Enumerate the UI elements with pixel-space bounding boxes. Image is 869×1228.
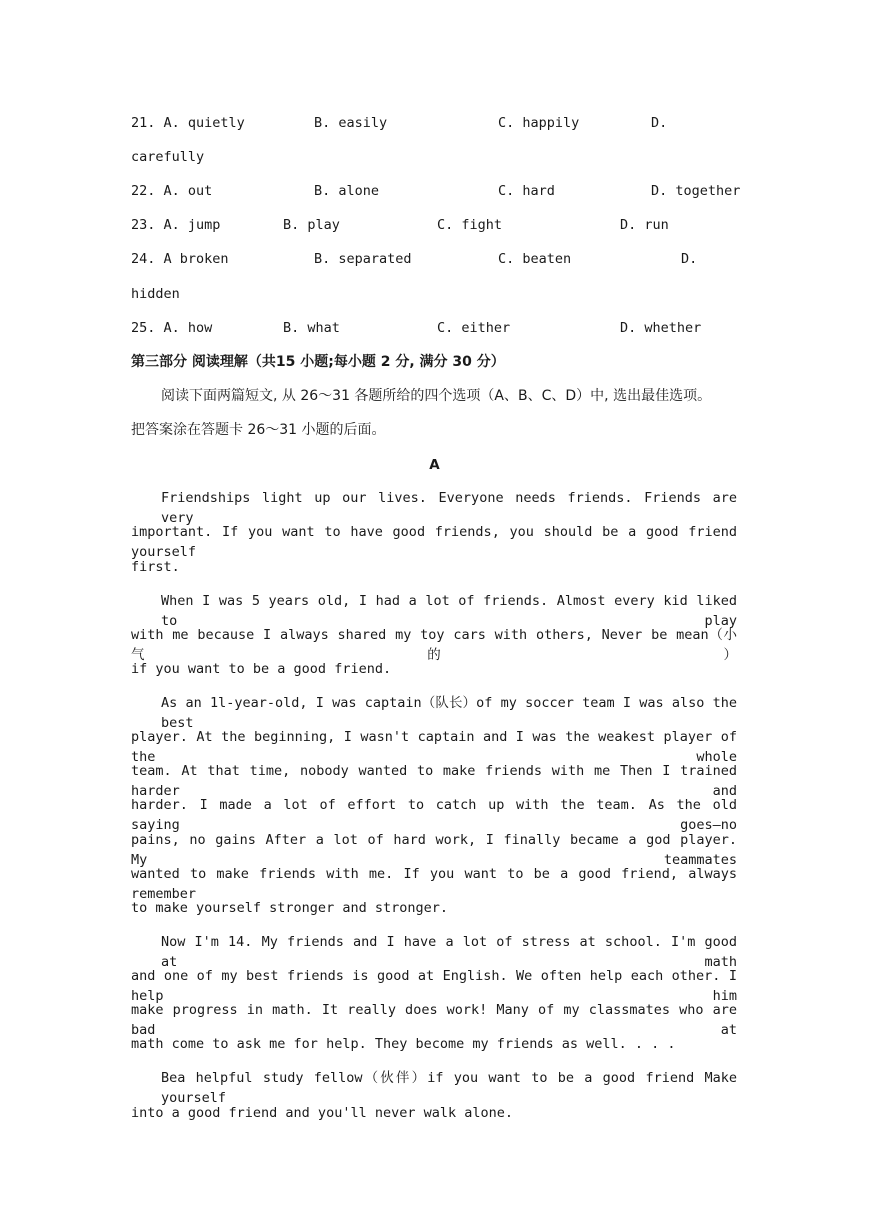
paragraph-line: When I was 5 years old, I had a lot of friends. Almost every kid liked to play bbox=[161, 593, 737, 629]
q25-option-d: D. whether bbox=[620, 320, 702, 336]
paragraph-line: important. If you want to have good friends, you should be a good friend yourself bbox=[131, 524, 737, 560]
paragraph-line: Now I'm 14. My friends and I have a lot of stress at school. I'm good at math bbox=[161, 934, 737, 970]
paragraph-line: and one of my best friends is good at English. We often help each other. I help him bbox=[131, 968, 737, 1004]
q25-option-a: 25. A. how bbox=[131, 320, 213, 336]
paragraph-line: if you want to be a good friend. bbox=[131, 661, 392, 677]
section-instruction-1: 阅读下面两篇短文, 从 26～31 各题所给的四个选项（A、B、C、D）中, 选出最佳选项。 bbox=[161, 388, 712, 404]
q22-option-b: B. alone bbox=[314, 183, 380, 199]
q23-option-d: D. run bbox=[620, 217, 669, 233]
q24-option-d-wrap: hidden bbox=[131, 286, 180, 302]
q23-option-c: C. fight bbox=[437, 217, 503, 233]
paragraph-line: harder. I made a lot of effort to catch up with the team. As the old saying goes—no bbox=[131, 797, 737, 833]
q25-option-b: B. what bbox=[283, 320, 340, 336]
passage-label: A bbox=[429, 457, 440, 473]
paragraph-line: team. At that time, nobody wanted to make friends with me Then I trained harder and bbox=[131, 763, 737, 799]
paragraph-line: math come to ask me for help. They become my friends as well. . . . bbox=[131, 1036, 676, 1052]
q24-option-b: B. separated bbox=[314, 251, 412, 267]
q21-option-b: B. easily bbox=[314, 115, 388, 131]
paragraph-line: to make yourself stronger and stronger. bbox=[131, 900, 448, 916]
q21-option-d: D. bbox=[651, 115, 668, 131]
paragraph-line: with me because I always shared my toy cars with others, Never be mean（小气的） bbox=[131, 627, 737, 663]
paragraph-line: As an 1l-year-old, I was captain（队长）of my soccer team I was also the best bbox=[161, 695, 737, 731]
paragraph-line: make progress in math. It really does work! Many of my classmates who are bad at bbox=[131, 1002, 737, 1038]
q24-option-d: D. bbox=[681, 251, 698, 267]
q22-option-c: C. hard bbox=[498, 183, 555, 199]
q24-option-c: C. beaten bbox=[498, 251, 572, 267]
q21-option-d-wrap: carefully bbox=[131, 149, 205, 165]
q22-option-a: 22. A. out bbox=[131, 183, 213, 199]
q21-option-a: 21. A. quietly bbox=[131, 115, 245, 131]
paragraph-line: Bea helpful study fellow（伙伴）if you want to be a good friend Make yourself bbox=[161, 1070, 737, 1106]
paragraph-line: player. At the beginning, I wasn't captain and I was the weakest player of the whole bbox=[131, 729, 737, 765]
paragraph-line: Friendships light up our lives. Everyone needs friends. Friends are very bbox=[161, 490, 737, 526]
q23-option-a: 23. A. jump bbox=[131, 217, 221, 233]
paragraph-line: first. bbox=[131, 559, 180, 575]
section-instruction-2: 把答案涂在答题卡 26～31 小题的后面。 bbox=[131, 422, 386, 438]
q22-option-d: D. together bbox=[651, 183, 741, 199]
paragraph-line: into a good friend and you'll never walk alone. bbox=[131, 1105, 514, 1121]
section-title: 第三部分 阅读理解（共15 小题;每小题 2 分, 满分 30 分） bbox=[131, 354, 505, 370]
q25-option-c: C. either bbox=[437, 320, 511, 336]
paragraph-line: wanted to make friends with me. If you want to be a good friend, always remember bbox=[131, 866, 737, 902]
q21-option-c: C. happily bbox=[498, 115, 580, 131]
paragraph-line: pains, no gains After a lot of hard work, I finally became a god player. My teammates bbox=[131, 832, 737, 868]
q24-option-a: 24. A broken bbox=[131, 251, 229, 267]
q23-option-b: B. play bbox=[283, 217, 340, 233]
